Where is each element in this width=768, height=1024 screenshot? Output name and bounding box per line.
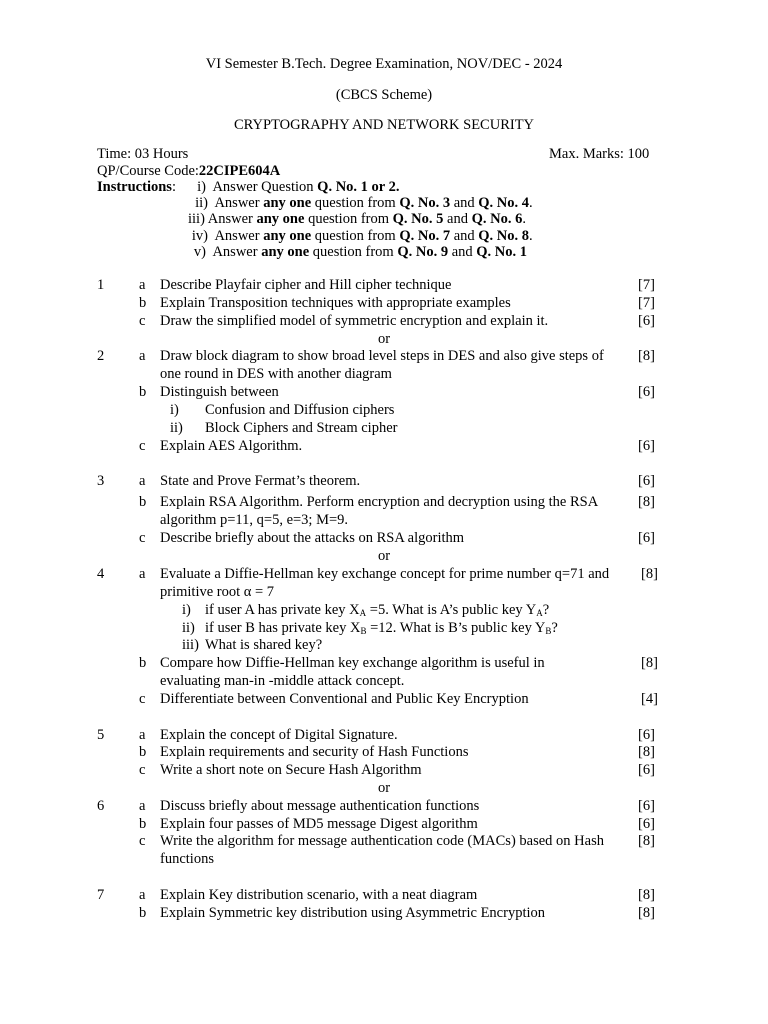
instruction-bold: any one: [256, 211, 305, 227]
marks: [6]: [638, 798, 655, 814]
marks: [6]: [638, 473, 655, 489]
instruction-text: Answer: [214, 228, 264, 244]
sub-item-text: [205, 619, 558, 637]
subscript: A: [536, 608, 543, 618]
instruction-bold: Q. No. 8: [478, 228, 530, 244]
question-number: 3: [97, 473, 105, 489]
part-label: b: [139, 905, 147, 921]
sub-item-text-part: =12. What is B’s public key Y: [366, 620, 546, 636]
question-number: 4: [97, 566, 105, 582]
question-text: Describe Playfair cipher and Hill cipher technique: [160, 277, 452, 293]
part-label: c: [139, 438, 146, 454]
or-separator: or: [377, 780, 391, 796]
question-number: 1: [97, 277, 105, 293]
part-label: b: [139, 816, 147, 832]
sub-item-text-part: ?: [551, 620, 558, 636]
part-label: b: [139, 295, 147, 311]
question-text: Draw block diagram to show broad level steps in DES and also give steps of one round in DES with another diagram: [160, 348, 604, 382]
instructions-label: [97, 178, 176, 196]
instruction-bold: Q. No. 6: [471, 211, 523, 227]
instruction-bold: any one: [261, 244, 310, 260]
instruction-bold: Q. No. 1: [476, 244, 528, 260]
instruction-text: and: [443, 211, 472, 227]
sub-item-text-part: =5. What is A’s public key Y: [366, 602, 537, 618]
question-text: Explain Key distribution scenario, with a neat diagram: [160, 887, 478, 903]
sub-item-number: i): [182, 602, 191, 618]
instruction-text: Answer: [212, 244, 262, 260]
marks: [6]: [638, 762, 655, 778]
instruction-bold: Q. No. 7: [399, 228, 451, 244]
part-label: a: [139, 277, 146, 293]
instruction-text: .: [529, 195, 533, 211]
marks: [8]: [641, 566, 658, 582]
sub-item-text: What is shared key?: [205, 637, 323, 653]
subscript: B: [545, 626, 552, 636]
question-text: Differentiate between Conventional and Public Key Encryption: [160, 691, 529, 707]
instruction-bold: Q. No. 4: [478, 195, 530, 211]
question-text: Explain Symmetric key distribution using Asymmetric Encryption: [160, 905, 546, 921]
question-number: 2: [97, 348, 105, 364]
instruction-text: Answer: [214, 195, 264, 211]
instruction-bold: Q. No. 9: [397, 244, 449, 260]
question-text: Discuss briefly about message authentication functions: [160, 798, 480, 814]
subject-title: CRYPTOGRAPHY AND NETWORK SECURITY: [233, 117, 535, 133]
marks: [7]: [638, 277, 655, 293]
marks: [6]: [638, 727, 655, 743]
question-text: Explain requirements and security of Hash Functions: [160, 744, 469, 760]
marks: [6]: [638, 816, 655, 832]
question-text: Explain the concept of Digital Signature.: [160, 727, 398, 743]
part-label: c: [139, 833, 146, 849]
question-text: Write the algorithm for message authentication code (MACs) based on Hash functions: [160, 833, 604, 867]
part-label: b: [139, 494, 147, 510]
instruction-num: ii): [195, 195, 208, 211]
question-text: State and Prove Fermat’s theorem.: [160, 473, 361, 489]
question-text: Describe briefly about the attacks on RSA algorithm: [160, 530, 465, 546]
max-marks: Max. Marks: 100: [549, 146, 650, 162]
instruction-text: and: [450, 195, 479, 211]
subscript: B: [360, 626, 367, 636]
or-separator: or: [377, 548, 391, 564]
subscript: A: [359, 608, 367, 618]
marks: [8]: [638, 348, 655, 364]
part-label: a: [139, 348, 146, 364]
marks: [6]: [638, 530, 655, 546]
part-label: c: [139, 691, 146, 707]
instruction-text: question from: [311, 195, 400, 211]
sub-item-text-part: if user A has private key X: [205, 602, 360, 618]
marks: [4]: [641, 691, 658, 707]
sub-item-text: Confusion and Diffusion ciphers: [205, 402, 395, 418]
question-number: 7: [97, 887, 105, 903]
marks: [8]: [638, 887, 655, 903]
part-label: a: [139, 473, 146, 489]
scheme: (CBCS Scheme): [335, 87, 433, 103]
time-label: Time: 03 Hours: [97, 146, 189, 162]
question-number: 6: [97, 798, 105, 814]
instruction-num: i): [197, 179, 206, 195]
sub-item-number: ii): [182, 620, 195, 636]
exam-title: VI Semester B.Tech. Degree Examination, NOV/DEC - 2024: [205, 56, 563, 72]
part-label: c: [139, 762, 146, 778]
question-text: Explain Transposition techniques with appropriate examples: [160, 295, 511, 311]
part-label: a: [139, 887, 146, 903]
course-code-label: QP/Course Code:: [97, 163, 199, 179]
marks: [8]: [638, 833, 655, 849]
part-label: c: [139, 313, 146, 329]
marks: [8]: [638, 494, 655, 510]
instruction-text: .: [522, 211, 526, 227]
sub-item-text-part: if user B has private key X: [205, 620, 361, 636]
marks: [8]: [638, 905, 655, 921]
instruction-item: [188, 243, 527, 261]
part-label: c: [139, 530, 146, 546]
part-label: a: [139, 727, 146, 743]
instruction-text: .: [529, 228, 533, 244]
or-separator: or: [377, 331, 391, 347]
marks: [8]: [638, 744, 655, 760]
marks: [6]: [638, 313, 655, 329]
instruction-num: iv): [191, 228, 208, 244]
instructions-colon: :: [171, 179, 176, 195]
sub-item-number: ii): [170, 420, 183, 436]
part-label: a: [139, 566, 146, 582]
question-text: Explain RSA Algorithm. Perform encryption and decryption using the RSA algorithm p=11, q=5, e=3; M=9.: [160, 494, 598, 528]
instruction-num: iii): [188, 211, 205, 227]
instructions-label-text: Instructions: [97, 179, 172, 195]
sub-item-number: i): [170, 402, 179, 418]
question-text: Write a short note on Secure Hash Algorithm: [160, 762, 422, 778]
marks: [6]: [638, 438, 655, 454]
marks: [6]: [638, 384, 655, 400]
question-text: Explain AES Algorithm.: [160, 438, 303, 454]
marks: [7]: [638, 295, 655, 311]
sub-item-text: Block Ciphers and Stream cipher: [205, 420, 398, 436]
part-label: b: [139, 655, 147, 671]
part-label: b: [139, 744, 147, 760]
instruction-item: [188, 210, 526, 228]
instruction-text: Answer Question: [212, 179, 318, 195]
instruction-bold: Q. No. 1 or 2.: [317, 179, 400, 195]
question-text: Evaluate a Diffie-Hellman key exchange concept for prime number q=71 and primitive root α = 7: [160, 566, 610, 600]
question-text: Distinguish between: [160, 384, 279, 400]
instruction-bold: any one: [263, 195, 312, 211]
part-label: b: [139, 384, 147, 400]
instruction-bold: Q. No. 5: [392, 211, 444, 227]
marks: [8]: [641, 655, 658, 671]
instruction-num: v): [193, 244, 206, 260]
instruction-text: question from: [309, 244, 398, 260]
question-number: 5: [97, 727, 105, 743]
sub-item-text: [205, 601, 549, 619]
part-label: a: [139, 798, 146, 814]
question-text: Explain four passes of MD5 message Digest algorithm: [160, 816, 478, 832]
instruction-text: Answer: [207, 211, 257, 227]
question-text: Draw the simplified model of symmetric encryption and explain it.: [160, 313, 549, 329]
instruction-text: and: [450, 228, 479, 244]
instruction-bold: Q. No. 3: [399, 195, 451, 211]
question-text: Compare how Diffie-Hellman key exchange algorithm is useful in evaluating man-in -middle attack concept.: [160, 655, 545, 689]
sub-item-number: iii): [182, 637, 199, 653]
instruction-text: and: [448, 244, 477, 260]
instruction-bold: any one: [263, 228, 312, 244]
instruction-text: question from: [311, 228, 400, 244]
instruction-text: question from: [304, 211, 393, 227]
course-code-value: 22CIPE604A: [198, 163, 281, 179]
sub-item-text-part: ?: [542, 602, 550, 618]
